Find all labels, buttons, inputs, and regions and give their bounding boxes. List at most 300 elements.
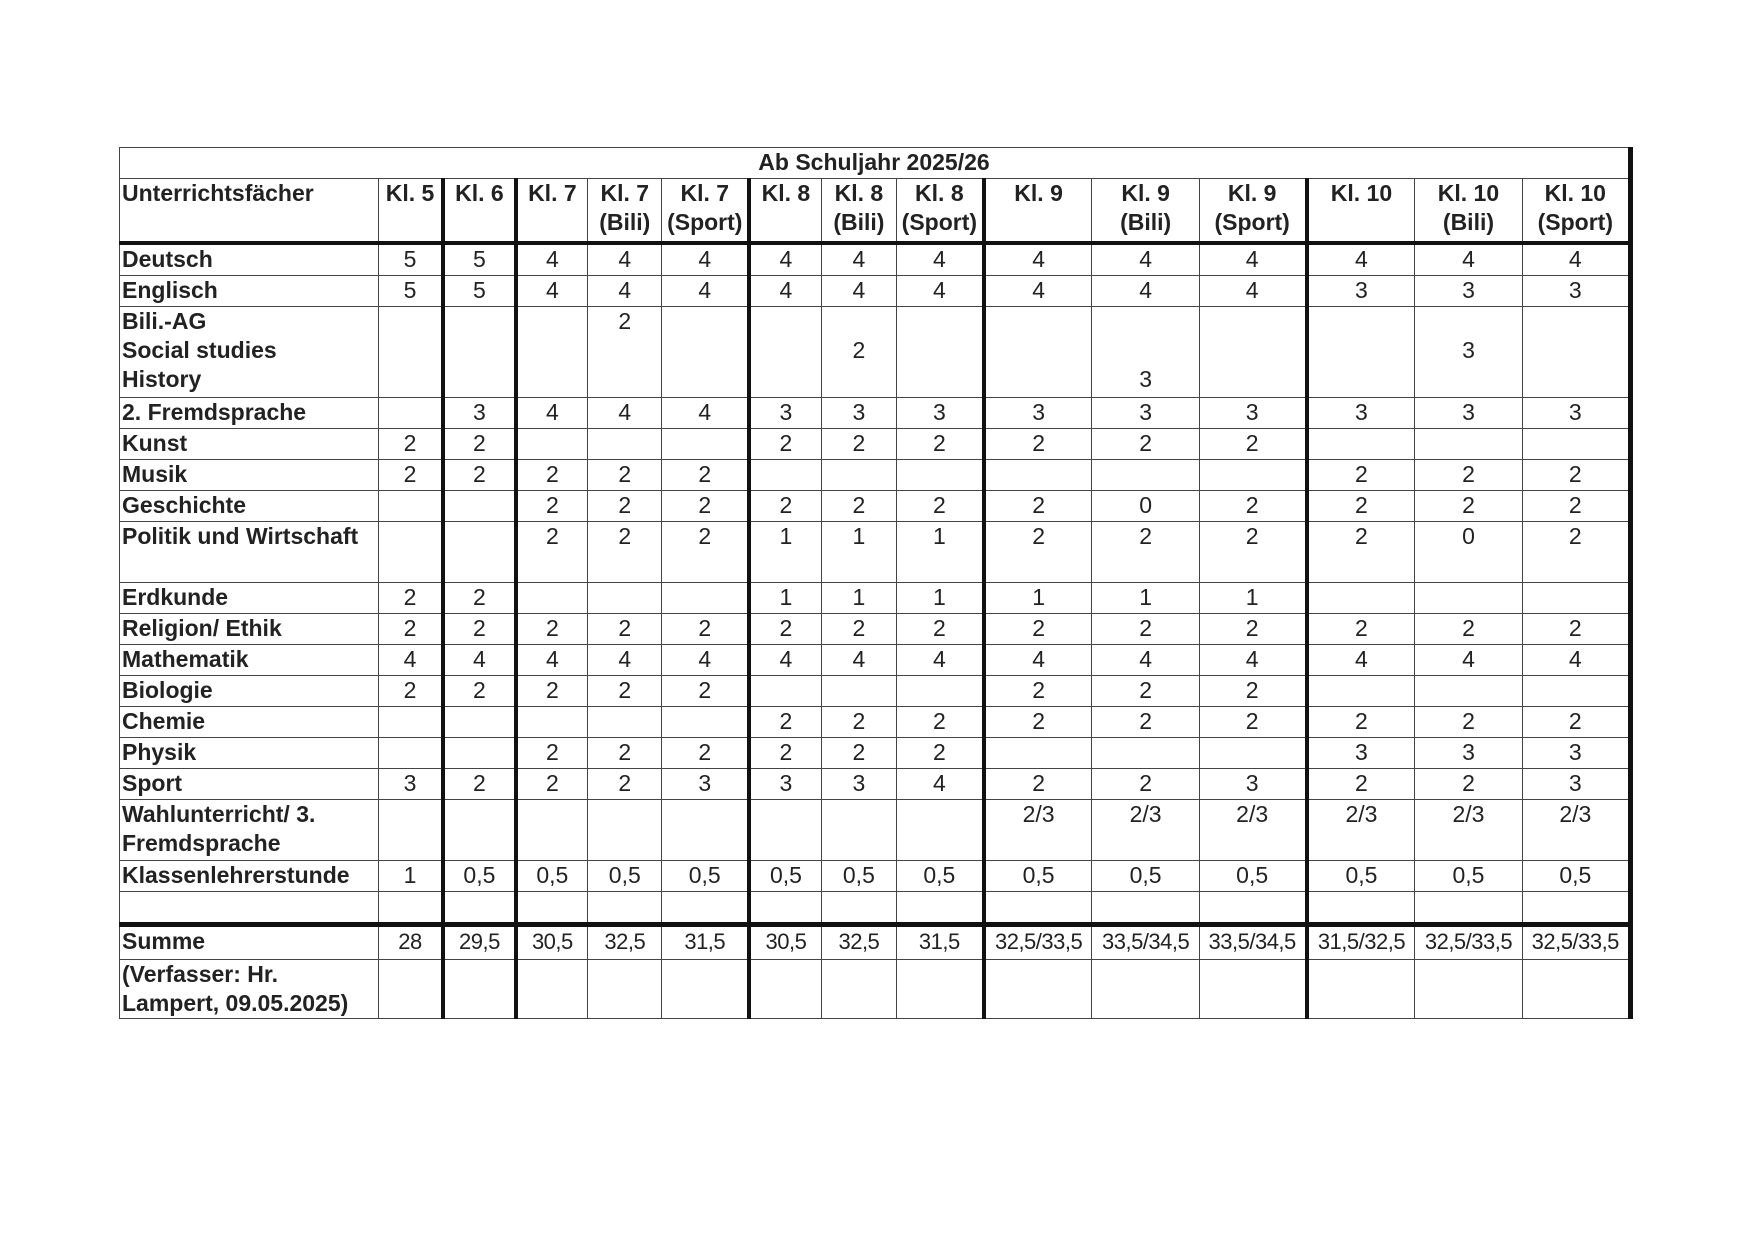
column-header-class: Kl. 10 <box>1437 180 1500 206</box>
hours-cell: 32,5/33,5 <box>1522 925 1630 960</box>
table-row <box>120 769 1631 800</box>
hours-cell <box>516 707 588 738</box>
hours-cell <box>378 398 443 429</box>
hours-cell: 4 <box>1522 645 1630 676</box>
empty-cell <box>662 892 749 925</box>
hours-cell <box>662 800 749 861</box>
hours-cell: 4 <box>896 276 983 307</box>
table-row <box>120 861 1631 892</box>
table-row <box>120 398 1631 429</box>
hours-cell: 2 <box>1307 614 1415 645</box>
empty-row <box>120 892 1631 925</box>
empty-cell <box>984 960 1092 1019</box>
hours-cell: 3 <box>821 398 896 429</box>
hours-cell <box>443 707 515 738</box>
hours-cell <box>1092 460 1199 491</box>
hours-cell: 28 <box>378 925 443 960</box>
hours-cell: 4 <box>984 276 1092 307</box>
hours-cell: 32,5 <box>821 925 896 960</box>
bili-hours-cell <box>588 307 662 398</box>
hours-cell: 2/3 <box>984 800 1092 861</box>
hours-cell: 4 <box>1307 645 1415 676</box>
hours-cell: 4 <box>1415 645 1522 676</box>
hours-cell: 4 <box>1092 276 1199 307</box>
hours-cell: 2 <box>1199 522 1306 583</box>
column-header-variant: (Bili) <box>1120 209 1172 235</box>
bili-hours-cell <box>984 307 1092 398</box>
hours-cell: 1 <box>1092 583 1199 614</box>
hours-cell: 2/3 <box>1199 800 1306 861</box>
hours-cell: 2 <box>1415 769 1522 800</box>
hours-cell: 4 <box>516 276 588 307</box>
author-line-1: (Verfasser: Hr. <box>122 961 278 987</box>
hours-cell: 2 <box>1307 460 1415 491</box>
hours-cell <box>749 676 821 707</box>
empty-cell <box>516 892 588 925</box>
hours-cell: 3 <box>1092 398 1199 429</box>
hours-cell: 2 <box>984 676 1092 707</box>
hours-cell: 2 <box>443 614 515 645</box>
table-row <box>120 645 1631 676</box>
hours-cell: 1 <box>1199 583 1306 614</box>
hours-cell: 0,5 <box>1199 861 1306 892</box>
hours-cell: 2/3 <box>1307 800 1415 861</box>
hours-cell: 2 <box>662 614 749 645</box>
hours-cell: 31,5 <box>896 925 983 960</box>
hours-cell: 0,5 <box>896 861 983 892</box>
empty-cell <box>821 960 896 1019</box>
hours-cell: 1 <box>896 522 983 583</box>
column-header <box>1307 179 1415 244</box>
hours-cell: 2 <box>749 707 821 738</box>
hours-cell: 0,5 <box>749 861 821 892</box>
hours-cell: 4 <box>1199 243 1306 276</box>
table-row <box>120 276 1631 307</box>
table-row <box>120 925 1631 960</box>
hours-cell: 2 <box>984 769 1092 800</box>
hours-cell: 2 <box>1092 676 1199 707</box>
bili-hours-cell <box>821 307 896 398</box>
hours-cell: 2 <box>1092 614 1199 645</box>
table-row <box>120 583 1631 614</box>
hours-cell: 2 <box>443 676 515 707</box>
empty-cell <box>662 960 749 1019</box>
column-header <box>588 179 662 244</box>
subject-cell: Sport <box>120 769 379 800</box>
hours-cell: 4 <box>821 276 896 307</box>
hours-cell: 2 <box>443 583 515 614</box>
hours-cell: 2 <box>378 583 443 614</box>
hours-cell <box>1307 429 1415 460</box>
hours-cell: 0,5 <box>443 861 515 892</box>
column-header-class: Kl. 9 <box>1121 180 1170 206</box>
hours-cell: 3 <box>1199 398 1306 429</box>
author-line-2: Lampert, 09.05.2025) <box>122 990 349 1016</box>
hours-cell: 1 <box>378 861 443 892</box>
hours-cell <box>896 676 983 707</box>
hours-cell <box>1522 583 1630 614</box>
hours-cell: 2 <box>1199 707 1306 738</box>
hours-cell: 2 <box>1092 522 1199 583</box>
hours-cell: 2 <box>749 738 821 769</box>
bili-hours-cell <box>1307 307 1415 398</box>
hours-cell: 3 <box>1522 398 1630 429</box>
hours-cell: 2 <box>1522 614 1630 645</box>
hours-cell: 2 <box>1415 614 1522 645</box>
empty-cell <box>749 960 821 1019</box>
column-header-variant: (Sport) <box>667 209 743 235</box>
hours-cell: 2 <box>896 707 983 738</box>
hours-cell: 4 <box>378 645 443 676</box>
hours-cell <box>1415 429 1522 460</box>
hours-cell: 2 <box>516 738 588 769</box>
hours-cell <box>443 522 515 583</box>
hours-cell: 3 <box>1522 738 1630 769</box>
hours-cell: 2 <box>749 491 821 522</box>
bili-hours-cell <box>516 307 588 398</box>
hours-cell: 4 <box>1522 243 1630 276</box>
hours-cell: 2 <box>516 460 588 491</box>
column-header-class: Kl. 8 <box>915 180 964 206</box>
hours-cell <box>378 707 443 738</box>
table-title: Ab Schuljahr 2025/26 <box>120 148 1631 179</box>
empty-cell <box>1522 960 1630 1019</box>
hours-cell <box>662 707 749 738</box>
hours-cell: 2 <box>443 460 515 491</box>
hours-cell <box>821 676 896 707</box>
empty-cell <box>516 960 588 1019</box>
column-header-variant: (Sport) <box>1214 209 1290 235</box>
hours-cell <box>1415 676 1522 707</box>
hours-table <box>119 147 1633 1019</box>
hours-cell: 4 <box>1307 243 1415 276</box>
empty-cell <box>1307 892 1415 925</box>
empty-cell <box>378 960 443 1019</box>
subject-cell: Summe <box>120 925 379 960</box>
hours-cell <box>443 491 515 522</box>
hours-cell: 4 <box>443 645 515 676</box>
hours-cell: 2 <box>516 614 588 645</box>
hours-cell: 3 <box>749 769 821 800</box>
hours-cell: 3 <box>1307 276 1415 307</box>
column-header <box>749 179 821 244</box>
hours-cell: 5 <box>443 276 515 307</box>
hours-cell <box>443 800 515 861</box>
hours-cell: 2 <box>896 614 983 645</box>
hours-cell: 2 <box>662 460 749 491</box>
hours-cell: 4 <box>1092 645 1199 676</box>
column-header-class: Kl. 10 <box>1544 180 1606 206</box>
column-header-class: Kl. 9 <box>1014 180 1063 206</box>
hours-cell: 5 <box>378 276 443 307</box>
hours-cell <box>749 800 821 861</box>
column-header <box>1199 179 1306 244</box>
empty-cell <box>1092 960 1199 1019</box>
empty-cell <box>821 892 896 925</box>
bili-row <box>120 307 1631 398</box>
column-header-class: Kl. 5 <box>385 180 435 206</box>
hours-cell: 2 <box>662 738 749 769</box>
empty-cell <box>749 892 821 925</box>
subject-cell: Religion/ Ethik <box>120 614 379 645</box>
hours-cell: 5 <box>378 243 443 276</box>
column-header <box>1522 179 1630 244</box>
hours-cell: 2 <box>1199 429 1306 460</box>
subject-cell: Physik <box>120 738 379 769</box>
bili-subject-cell <box>120 307 379 398</box>
subject-cell: Chemie <box>120 707 379 738</box>
table-row <box>120 707 1631 738</box>
hours-cell: 0 <box>1092 491 1199 522</box>
hours-cell <box>1522 676 1630 707</box>
hours-cell: 4 <box>896 769 983 800</box>
hours-cell <box>821 800 896 861</box>
bili-hours-value: 3 <box>1139 366 1153 392</box>
hours-cell: 4 <box>662 398 749 429</box>
table-row <box>120 491 1631 522</box>
author-row <box>120 960 1631 1019</box>
hours-cell: 4 <box>1199 276 1306 307</box>
empty-cell <box>1415 960 1522 1019</box>
hours-cell: 2 <box>1307 769 1415 800</box>
hours-cell <box>1415 583 1522 614</box>
hours-cell: 3 <box>1522 276 1630 307</box>
hours-cell: 3 <box>1307 398 1415 429</box>
hours-cell: 33,5/34,5 <box>1092 925 1199 960</box>
hours-cell <box>984 738 1092 769</box>
hours-cell: 2 <box>896 491 983 522</box>
column-header-variant: (Sport) <box>1537 209 1613 235</box>
hours-cell: 4 <box>516 645 588 676</box>
hours-cell: 30,5 <box>516 925 588 960</box>
hours-cell: 4 <box>821 645 896 676</box>
hours-cell: 2 <box>443 429 515 460</box>
table-row <box>120 614 1631 645</box>
hours-cell <box>588 800 662 861</box>
bili-hours-cell <box>896 307 983 398</box>
hours-cell: 32,5 <box>588 925 662 960</box>
column-header <box>516 179 588 244</box>
hours-cell: 1 <box>749 583 821 614</box>
hours-cell: 2 <box>516 491 588 522</box>
empty-cell <box>1092 892 1199 925</box>
hours-cell: 4 <box>896 645 983 676</box>
table-row <box>120 522 1631 583</box>
column-header-class: Kl. 9 <box>1227 180 1277 206</box>
hours-cell: 2 <box>588 769 662 800</box>
hours-cell: 2 <box>378 614 443 645</box>
hours-cell: 2 <box>588 460 662 491</box>
hours-cell: 4 <box>516 398 588 429</box>
hours-cell: 3 <box>821 769 896 800</box>
subject-cell: Wahlunterricht/ 3. Fremdsprache <box>120 800 379 861</box>
hours-cell: 32,5/33,5 <box>984 925 1092 960</box>
hours-cell: 2 <box>516 676 588 707</box>
bili-hours-cell <box>662 307 749 398</box>
empty-cell <box>120 892 379 925</box>
hours-cell <box>1307 583 1415 614</box>
hours-cell <box>588 583 662 614</box>
hours-cell: 4 <box>1415 243 1522 276</box>
hours-cell: 2 <box>821 738 896 769</box>
hours-cell: 2 <box>588 738 662 769</box>
hours-cell <box>378 738 443 769</box>
hours-cell <box>1199 460 1306 491</box>
hours-cell: 0,5 <box>662 861 749 892</box>
bili-subject-label: Bili.-AG <box>122 308 207 334</box>
hours-cell: 4 <box>1092 243 1199 276</box>
hours-cell: 3 <box>378 769 443 800</box>
hours-cell: 3 <box>1415 398 1522 429</box>
column-header <box>378 179 443 244</box>
column-header-class: Kl. 8 <box>834 180 884 206</box>
hours-cell: 31,5 <box>662 925 749 960</box>
hours-cell: 0,5 <box>1415 861 1522 892</box>
column-header-variant: (Bili) <box>833 209 885 235</box>
hours-cell: 2 <box>984 429 1092 460</box>
hours-cell: 2 <box>1199 614 1306 645</box>
empty-cell <box>1307 960 1415 1019</box>
bili-hours-cell <box>378 307 443 398</box>
hours-cell <box>662 583 749 614</box>
hours-cell: 2 <box>749 429 821 460</box>
hours-cell <box>378 800 443 861</box>
hours-cell: 2 <box>662 676 749 707</box>
hours-cell: 2 <box>516 522 588 583</box>
hours-cell: 4 <box>749 645 821 676</box>
column-header-class: Kl. 7 <box>680 180 730 206</box>
hours-cell: 4 <box>588 645 662 676</box>
hours-cell: 2/3 <box>1522 800 1630 861</box>
subject-cell: Deutsch <box>120 243 379 276</box>
hours-cell: 4 <box>749 243 821 276</box>
hours-cell <box>516 429 588 460</box>
hours-cell <box>896 460 983 491</box>
column-header <box>1092 179 1199 244</box>
hours-cell: 4 <box>588 243 662 276</box>
hours-cell <box>1307 676 1415 707</box>
subject-cell: Kunst <box>120 429 379 460</box>
hours-cell: 2 <box>1522 491 1630 522</box>
hours-cell <box>588 707 662 738</box>
subject-cell: Englisch <box>120 276 379 307</box>
hours-cell: 0 <box>1415 522 1522 583</box>
hours-cell: 2/3 <box>1415 800 1522 861</box>
hours-cell: 2 <box>588 522 662 583</box>
hours-cell: 3 <box>662 769 749 800</box>
column-header-variant: (Sport) <box>901 209 978 235</box>
hours-cell <box>1199 738 1306 769</box>
column-header <box>443 179 515 244</box>
hours-cell: 2 <box>821 429 896 460</box>
hours-cell: 0,5 <box>984 861 1092 892</box>
hours-cell: 2 <box>1199 491 1306 522</box>
hours-cell <box>662 429 749 460</box>
hours-cell: 4 <box>896 243 983 276</box>
hours-cell: 2 <box>821 707 896 738</box>
hours-cell: 2 <box>588 491 662 522</box>
hours-cell: 4 <box>662 645 749 676</box>
column-header-variant: (Bili) <box>599 209 651 235</box>
hours-cell: 2 <box>588 614 662 645</box>
hours-cell: 0,5 <box>821 861 896 892</box>
hours-cell: 4 <box>821 243 896 276</box>
hours-cell <box>749 460 821 491</box>
bili-hours-cell <box>1092 307 1199 398</box>
hours-cell: 32,5/33,5 <box>1415 925 1522 960</box>
hours-cell: 2 <box>896 738 983 769</box>
subject-cell: 2. Fremdsprache <box>120 398 379 429</box>
hours-cell <box>516 583 588 614</box>
subject-cell: Politik und Wirtschaft <box>120 522 379 583</box>
hours-cell: 0,5 <box>516 861 588 892</box>
hours-cell: 2 <box>1199 676 1306 707</box>
hours-cell: 2 <box>588 676 662 707</box>
hours-cell: 1 <box>821 583 896 614</box>
hours-cell <box>378 491 443 522</box>
hours-cell: 4 <box>984 645 1092 676</box>
bili-hours-value: 2 <box>852 337 866 363</box>
hours-cell <box>588 429 662 460</box>
subject-cell: Biologie <box>120 676 379 707</box>
bili-hours-value: 2 <box>618 308 632 334</box>
column-header-class: Kl. 8 <box>761 180 811 206</box>
hours-cell: 2 <box>1307 491 1415 522</box>
hours-cell: 2 <box>378 460 443 491</box>
hours-cell <box>443 738 515 769</box>
bili-hours-cell <box>749 307 821 398</box>
subject-cell: Geschichte <box>120 491 379 522</box>
hours-cell: 1 <box>749 522 821 583</box>
column-header-class: Kl. 7 <box>528 180 577 206</box>
empty-cell <box>1415 892 1522 925</box>
hours-cell: 2 <box>1307 522 1415 583</box>
hours-cell: 31,5/32,5 <box>1307 925 1415 960</box>
timetable-sheet <box>119 147 1633 1057</box>
hours-cell: 2 <box>984 614 1092 645</box>
hours-cell: 1 <box>896 583 983 614</box>
bili-subject-label: Social studies <box>122 337 277 363</box>
hours-cell <box>984 460 1092 491</box>
hours-cell: 2 <box>749 614 821 645</box>
hours-cell: 2 <box>1092 707 1199 738</box>
subject-cell: Erdkunde <box>120 583 379 614</box>
table-row <box>120 429 1631 460</box>
hours-cell: 3 <box>1522 769 1630 800</box>
hours-cell: 2/3 <box>1092 800 1199 861</box>
bili-subject-label: History <box>122 366 202 392</box>
hours-cell: 2 <box>1415 460 1522 491</box>
subject-cell: Musik <box>120 460 379 491</box>
hours-cell: 2 <box>1522 522 1630 583</box>
hours-cell: 2 <box>378 676 443 707</box>
table-row <box>120 460 1631 491</box>
bili-hours-cell <box>443 307 515 398</box>
hours-cell: 4 <box>516 243 588 276</box>
hours-cell: 2 <box>896 429 983 460</box>
hours-cell: 3 <box>1199 769 1306 800</box>
subject-cell: Klassenlehrerstunde <box>120 861 379 892</box>
hours-cell: 2 <box>443 769 515 800</box>
hours-cell: 3 <box>896 398 983 429</box>
hours-cell: 4 <box>749 276 821 307</box>
hours-cell: 2 <box>378 429 443 460</box>
subject-column-header: Unterrichtsfächer <box>120 179 379 244</box>
empty-cell <box>378 892 443 925</box>
empty-cell <box>443 892 515 925</box>
author-note <box>120 960 379 1019</box>
empty-cell <box>588 960 662 1019</box>
